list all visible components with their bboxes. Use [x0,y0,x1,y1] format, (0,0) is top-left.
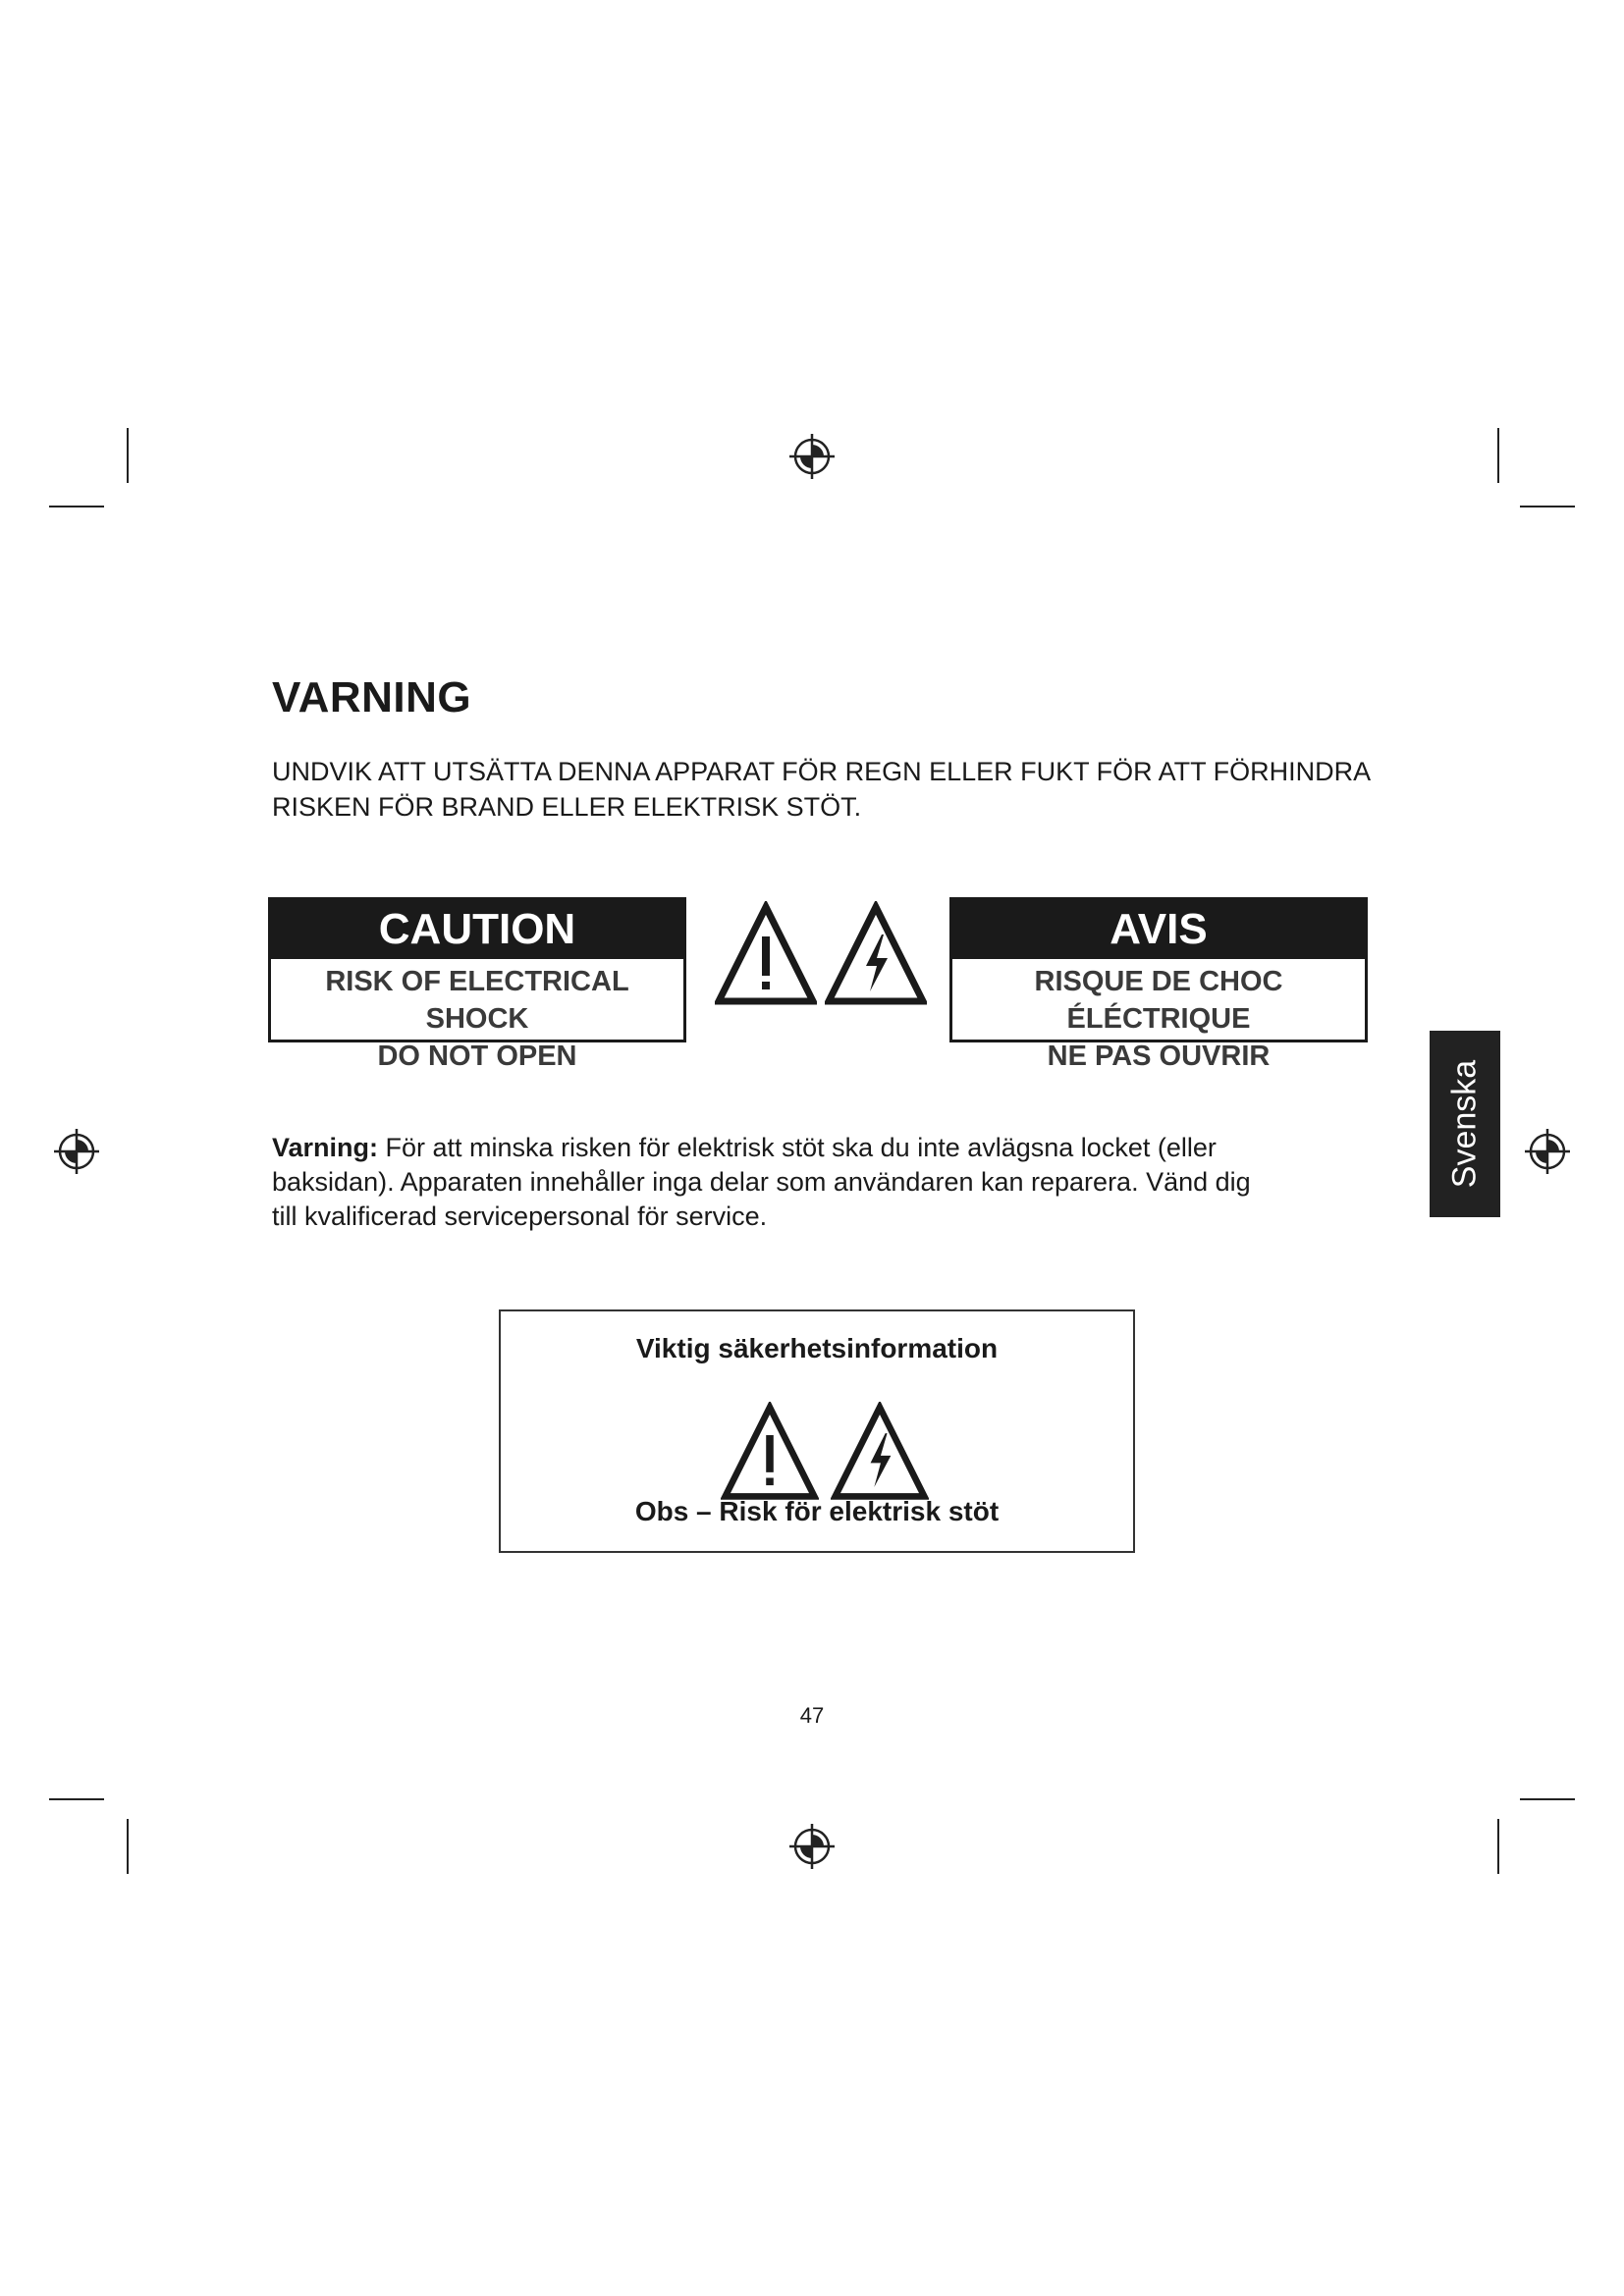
caution-label-line1: RISK OF ELECTRICAL SHOCK [325,966,629,1035]
language-side-tab-label: Svenska [1445,1059,1484,1189]
safety-info-box [499,1309,1135,1553]
safety-info-footer: Obs – Risk för elektrisk stöt [634,1496,1000,1526]
safety-info-title: Viktig säkerhetsinformation [635,1333,999,1363]
lightning-triangle-icon [825,901,927,1009]
page-title: VARNING [272,673,472,721]
lightning-triangle-icon [831,1402,929,1504]
caution-label [268,897,686,1072]
page-number: 47 [799,1703,825,1728]
avis-label-body [952,959,1365,1075]
registration-mark-icon [789,1824,835,1869]
registration-mark-icon [1525,1129,1570,1174]
warning-lead: Varning: [272,1133,379,1162]
caution-label-line2: DO NOT OPEN [377,1041,577,1072]
crop-mark-bottom-left-horizontal [49,1798,104,1800]
crop-mark-top-left-horizontal [49,506,104,507]
exclamation-triangle-icon [715,901,817,1009]
avis-label-heading: AVIS [952,900,1365,959]
registration-mark-icon [54,1129,99,1174]
caution-label-heading: CAUTION [271,900,683,959]
language-side-tab [1430,1031,1500,1217]
avis-label-line2: NE PAS OUVRIR [1047,1041,1271,1072]
avis-label-line1: RISQUE DE CHOC ÉLÉCTRIQUE [1034,966,1283,1035]
crop-mark-bottom-left-vertical [127,1819,129,1874]
crop-mark-bottom-right-vertical [1497,1819,1499,1874]
crop-mark-top-right-vertical [1497,428,1499,483]
crop-mark-bottom-right-horizontal [1520,1798,1575,1800]
caution-label-body [271,959,683,1075]
crop-mark-top-right-horizontal [1520,506,1575,507]
avis-label [949,897,1368,1072]
registration-mark-icon [789,434,835,479]
exclamation-triangle-icon [721,1402,819,1504]
intro-warning-text: UNDVIK ATT UTSÄTTA DENNA APPARAT FÖR REGN ELLER FUKT FÖR ATT FÖRHINDRA RISKEN FÖR BRAND ELLER ELEKTRISK STÖT. [272,757,1370,822]
crop-mark-top-left-vertical [127,428,129,483]
warning-paragraph [272,1131,1273,1234]
warning-body: För att minska risken för elektrisk stöt ska du inte avlägsna locket (eller baksidan). Apparaten innehåller inga delar som användaren kan reparera. Vänd dig till kvalificerad servicepersonal för service. [272,1133,1251,1231]
